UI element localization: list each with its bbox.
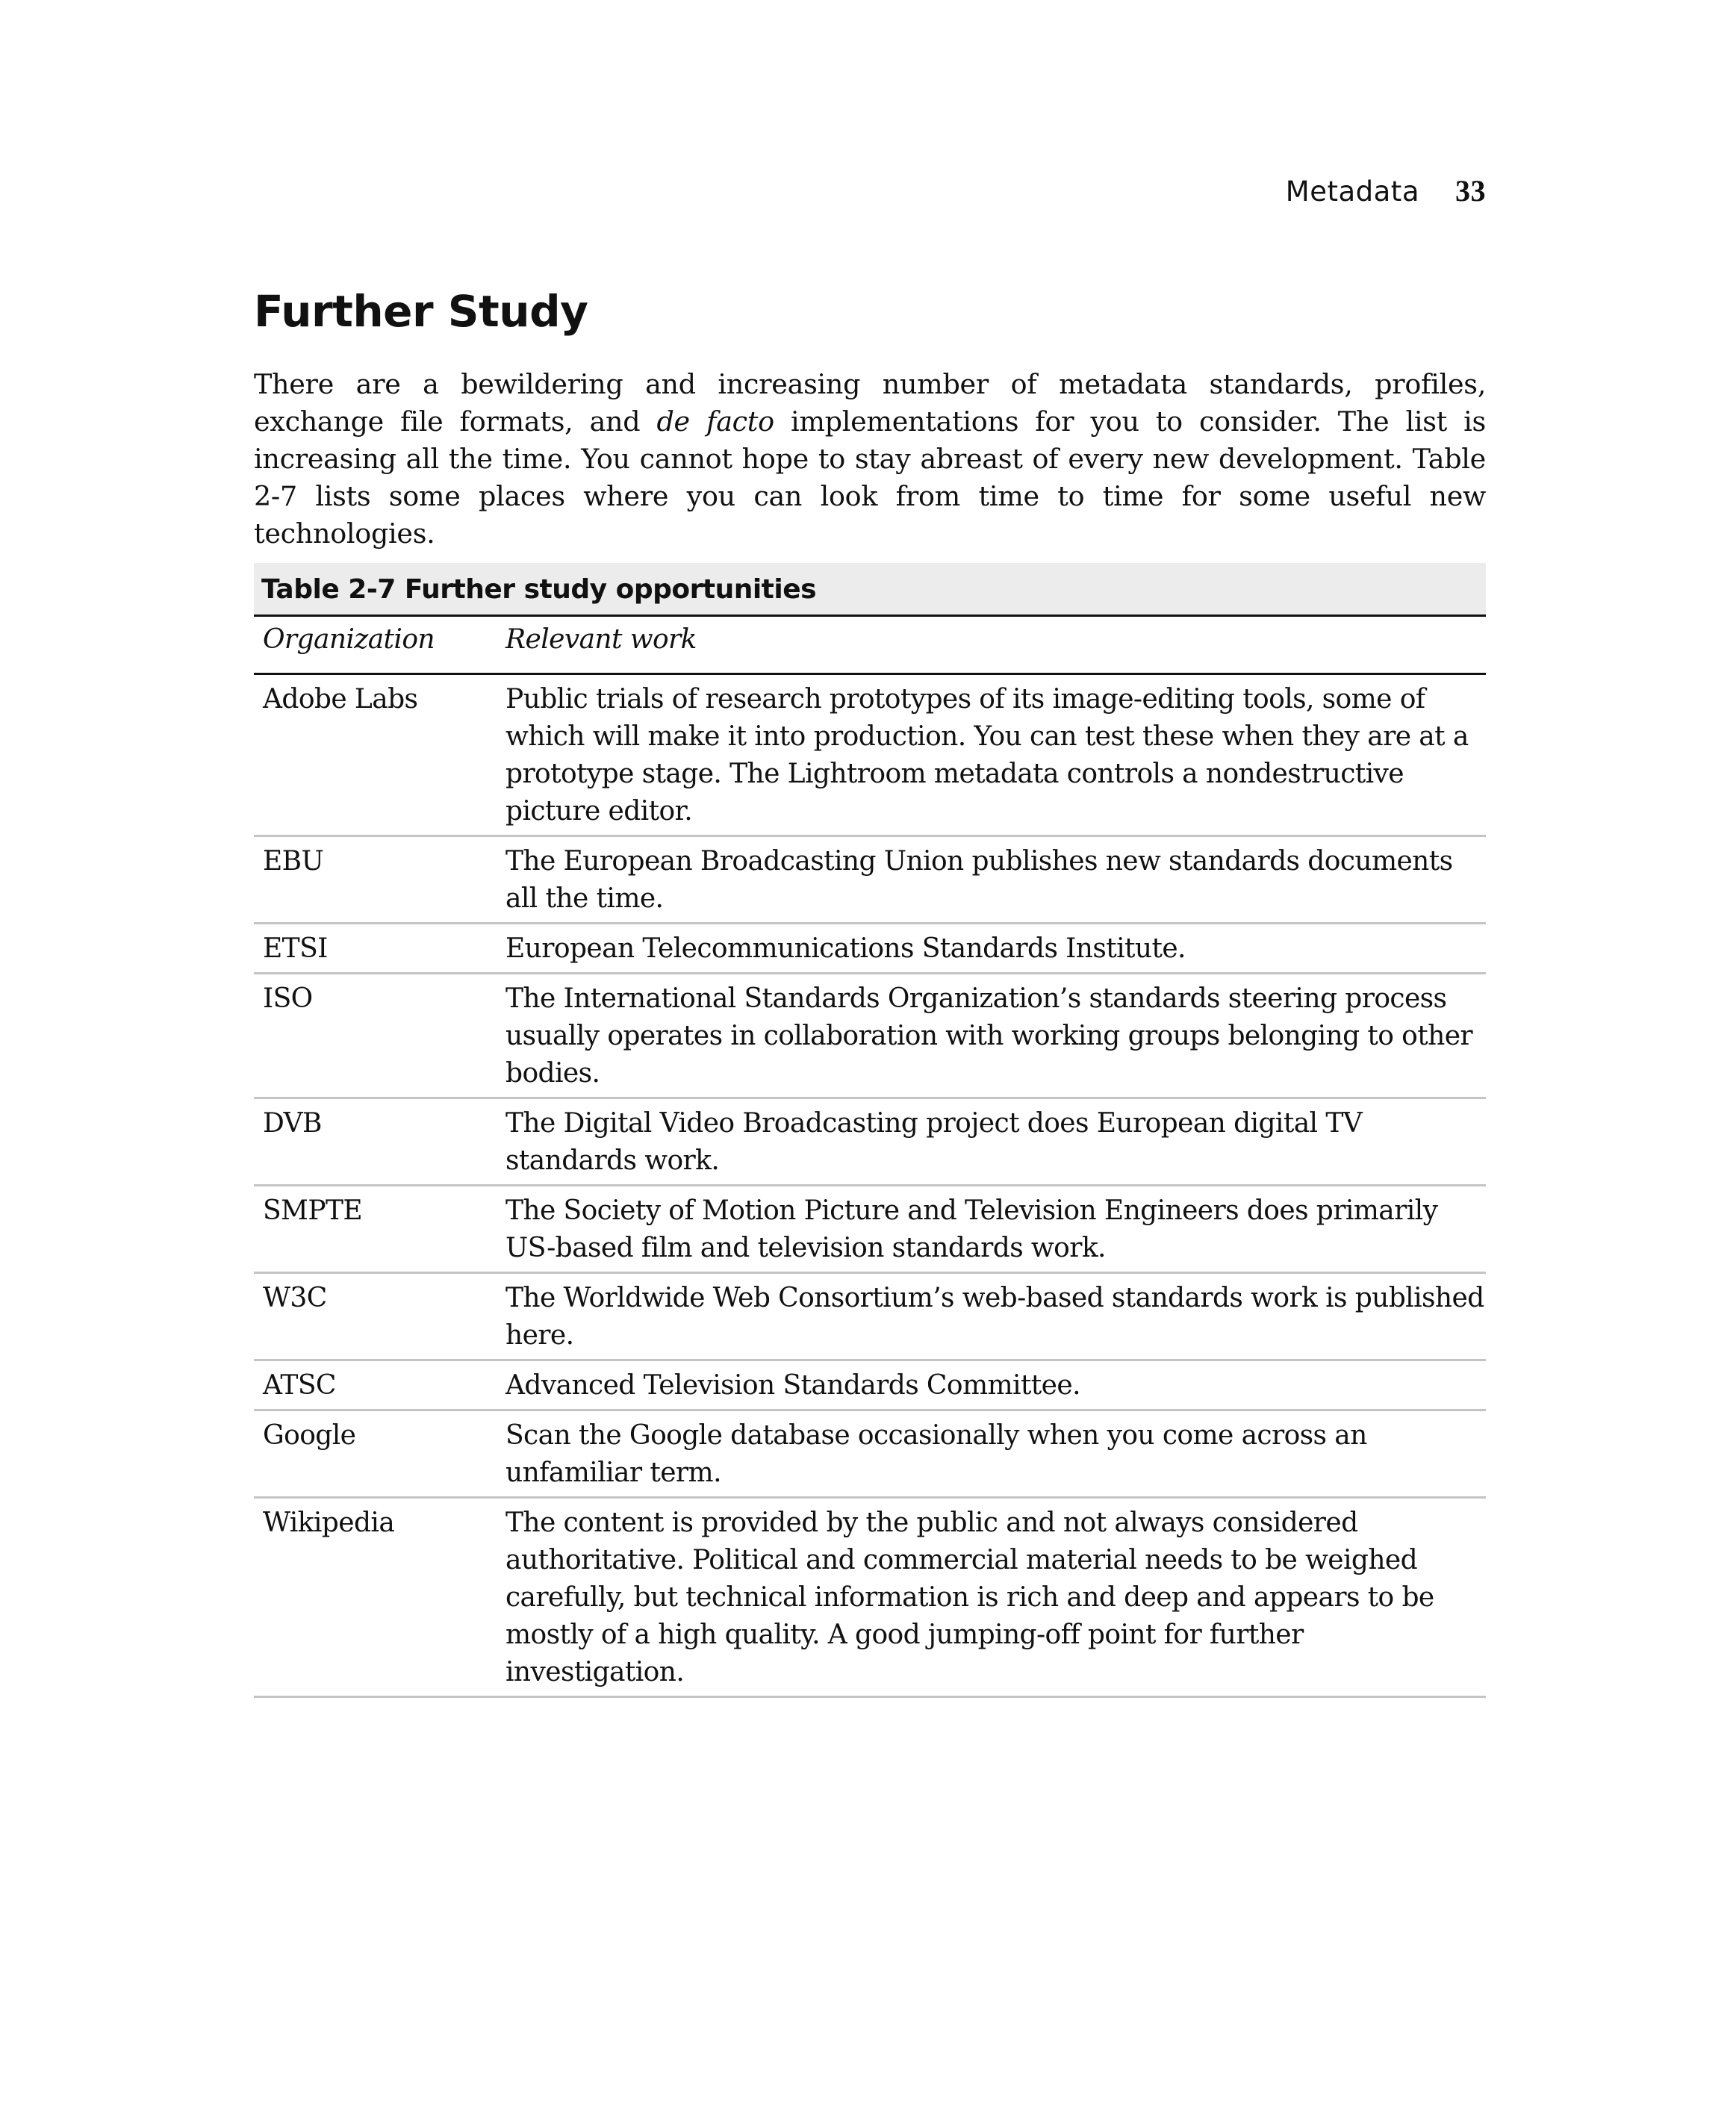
intro-paragraph [254, 366, 1486, 553]
organization-cell: ISO [254, 973, 497, 1098]
table-row [254, 923, 1486, 973]
relevant-work-cell: The International Standards Organization’s standards steering process usually operates in collaboration with working groups belonging to other bodies. [497, 973, 1486, 1098]
organization-cell: Wikipedia [254, 1497, 497, 1696]
table-row [254, 1497, 1486, 1696]
table-row [254, 1272, 1486, 1360]
organization-cell: Adobe Labs [254, 673, 497, 836]
table-row [254, 973, 1486, 1098]
organization-cell: W3C [254, 1272, 497, 1360]
table-header-row [254, 617, 1486, 673]
running-header [1286, 173, 1486, 208]
organization-cell: ATSC [254, 1360, 497, 1410]
table-row [254, 836, 1486, 923]
organization-cell: EBU [254, 836, 497, 923]
intro-text-start: There are a bewildering and increasing number of metadata standards, profiles, exchange file formats, and [254, 368, 1486, 438]
table-row [254, 1185, 1486, 1272]
running-header-section: Metadata [1285, 175, 1419, 208]
table-caption: Table 2-7 Further study opportunities [254, 563, 1486, 617]
organization-cell: DVB [254, 1098, 497, 1185]
column-header-relevant-work: Relevant work [497, 617, 1486, 673]
table-row [254, 673, 1486, 836]
relevant-work-cell: Advanced Television Standards Committee. [497, 1360, 1486, 1410]
column-header-organization: Organization [254, 617, 497, 673]
further-study-table [254, 563, 1486, 1698]
relevant-work-cell: Scan the Google database occasionally when you come across an unfamiliar term. [497, 1410, 1486, 1497]
table-row [254, 1360, 1486, 1410]
relevant-work-cell: Public trials of research prototypes of its image-editing tools, some of which will make it into production. You can test these when they are at a prototype stage. The Lightroom metadata controls a nondestructive picture editor. [497, 673, 1486, 836]
table-row [254, 1098, 1486, 1185]
intro-text-end: implementations for you to consider. The list is increasing all the time. You cannot hope to stay abreast of every new development. Table 2-7 lists some places where you can look from time to time for some useful new technologies. [254, 405, 1486, 550]
relevant-work-cell: The content is provided by the public and not always considered authoritative. Political and commercial material needs to be weighed carefully, but technical information is rich and deep and appears to be mostly of a high quality. A good jumping-off point for further investigation. [497, 1497, 1486, 1696]
organization-cell: ETSI [254, 923, 497, 973]
intro-italic-term: de facto [656, 405, 774, 438]
section-heading: Further Study [254, 286, 588, 337]
relevant-work-cell: The Worldwide Web Consortium’s web-based standards work is published here. [497, 1272, 1486, 1360]
relevant-work-cell: The Digital Video Broadcasting project does European digital TV standards work. [497, 1098, 1486, 1185]
organization-cell: Google [254, 1410, 497, 1497]
relevant-work-cell: The European Broadcasting Union publishes new standards documents all the time. [497, 836, 1486, 923]
relevant-work-cell: The Society of Motion Picture and Television Engineers does primarily US-based film and television standards work. [497, 1185, 1486, 1272]
table-row [254, 1410, 1486, 1497]
study-table [254, 617, 1486, 1698]
relevant-work-cell: European Telecommunications Standards Institute. [497, 923, 1486, 973]
page-number: 33 [1455, 174, 1486, 208]
organization-cell: SMPTE [254, 1185, 497, 1272]
